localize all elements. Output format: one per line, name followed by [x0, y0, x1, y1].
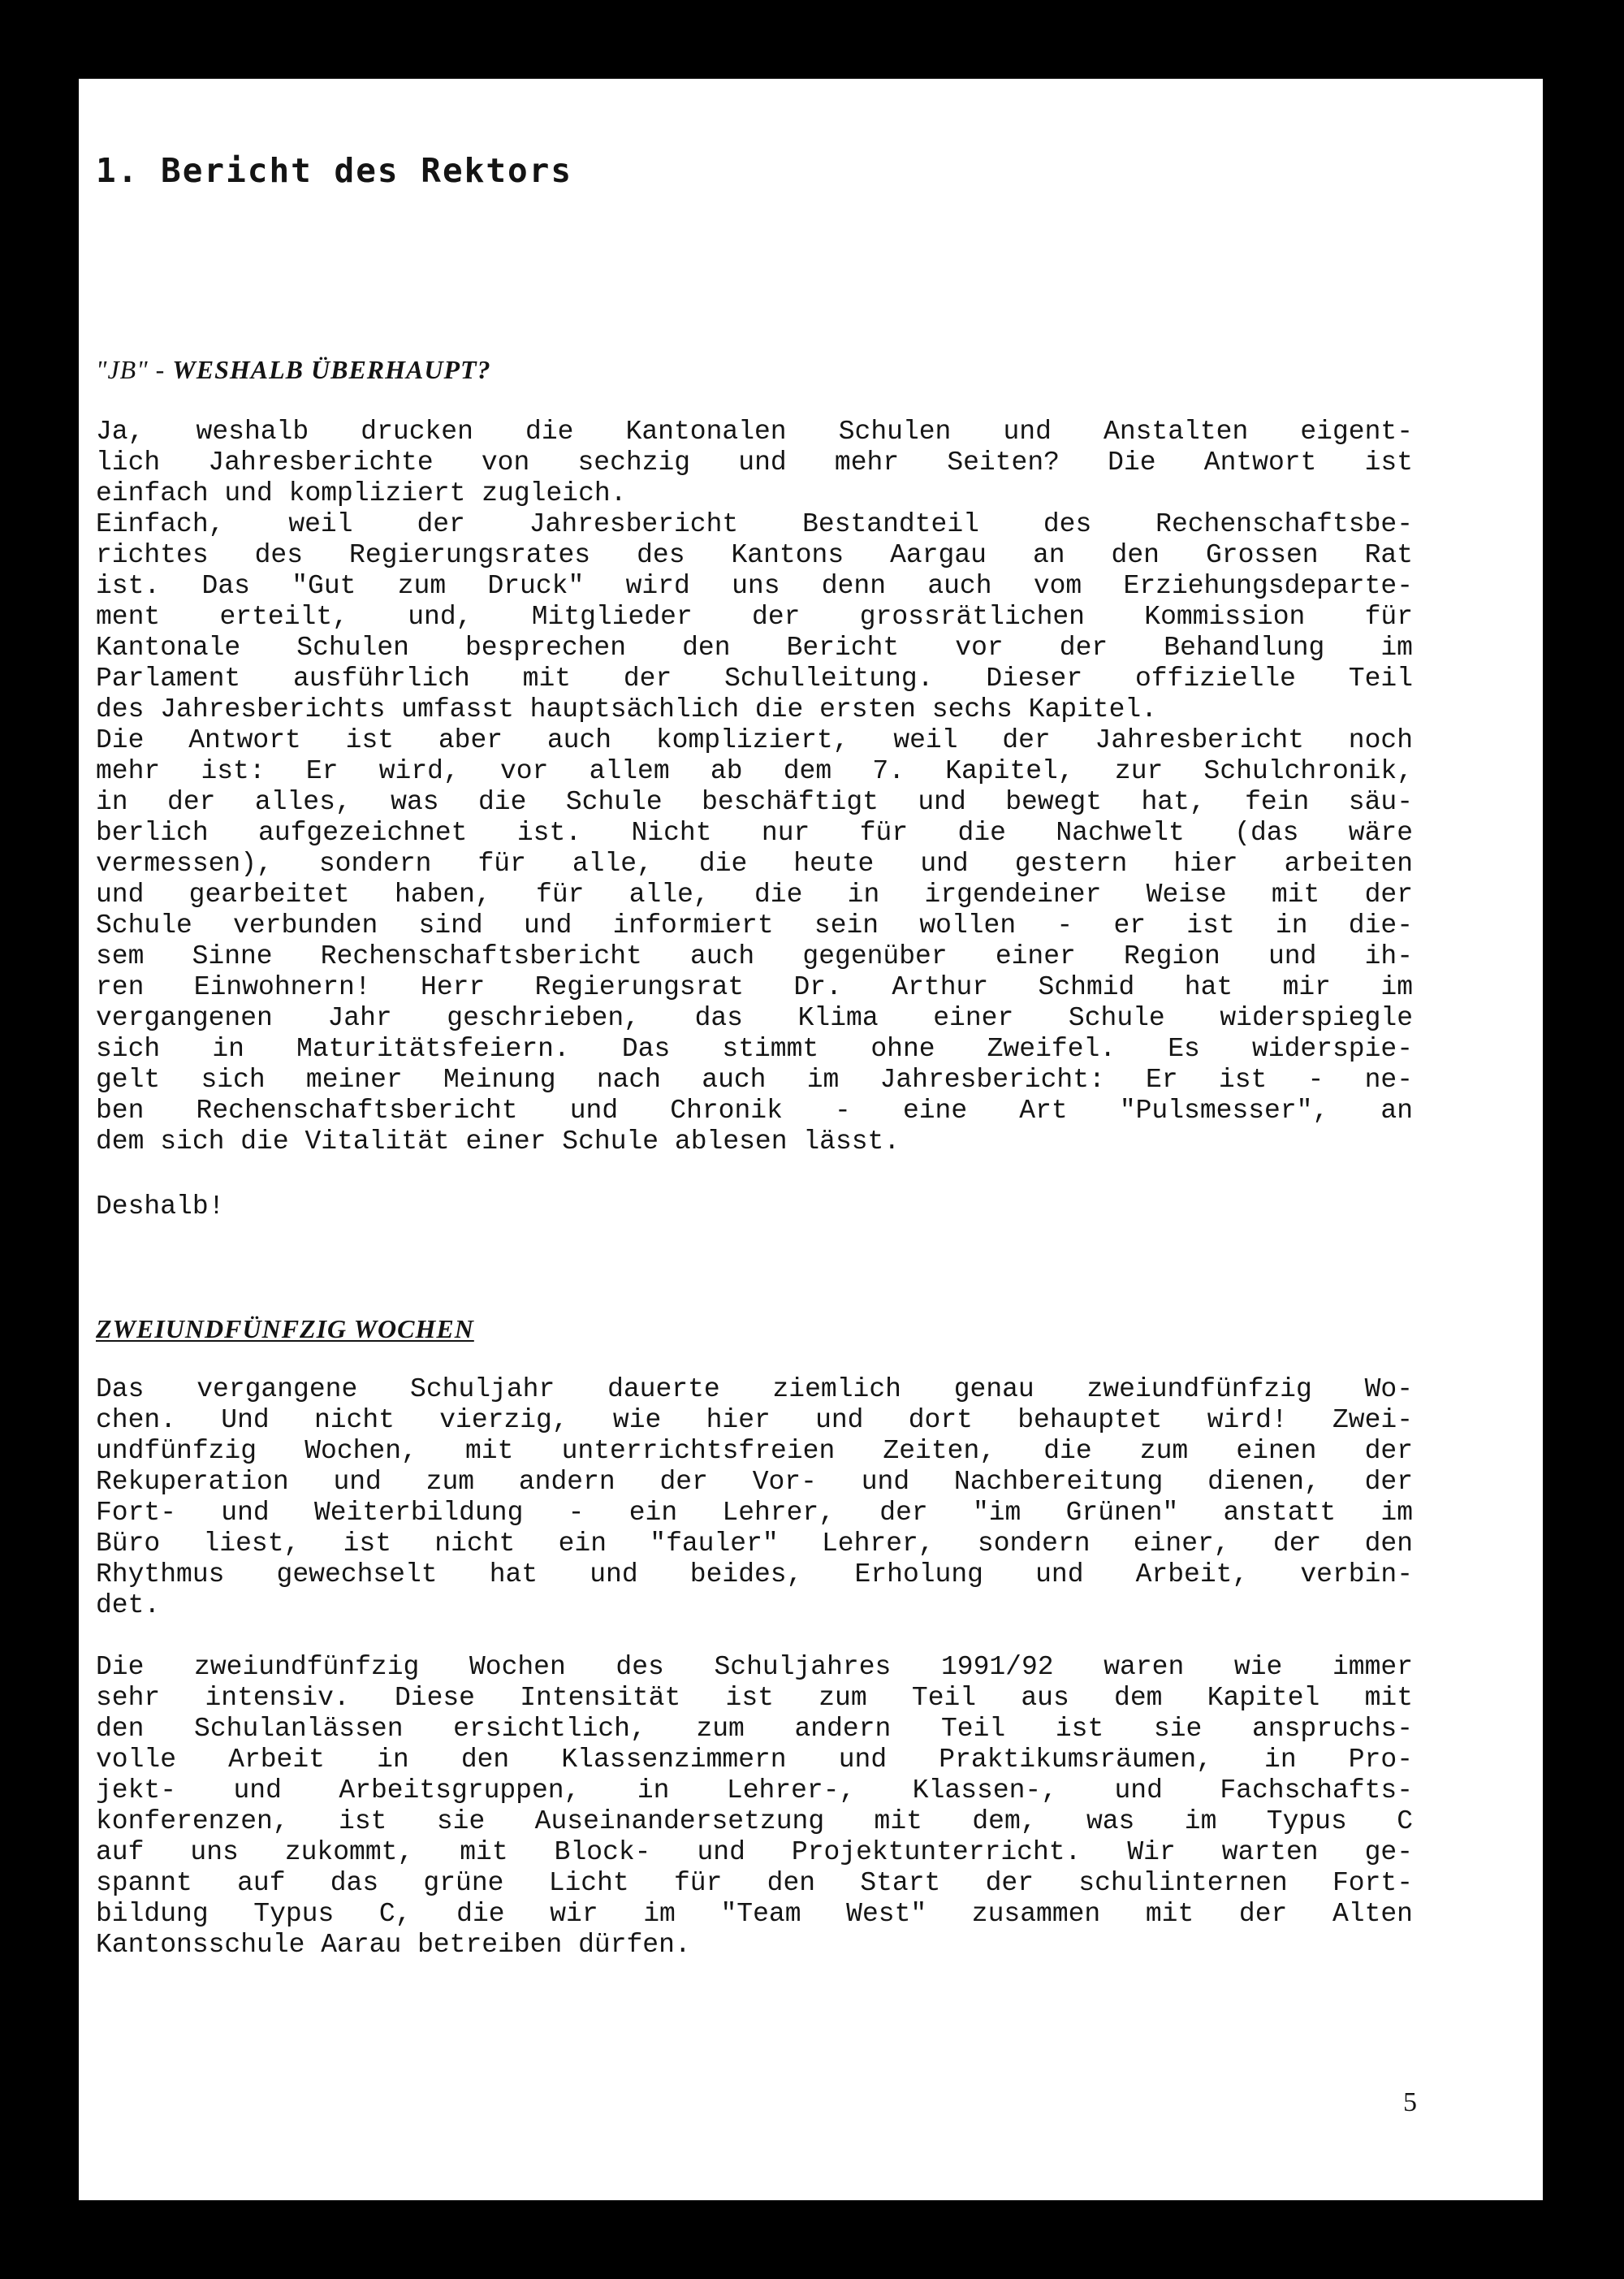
subheading-jb-lead: "JB" -	[96, 355, 173, 384]
text-line: chen. Und nicht vierzig, wie hier und dort behauptet wird! Zwei-	[96, 1405, 1413, 1435]
text-line: Ja, weshalb drucken die Kantonalen Schulen und Anstalten eigent-	[96, 417, 1413, 447]
subheading-weeks: ZWEIUNDFÜNFZIG WOCHEN	[96, 1314, 474, 1343]
text-line: Rhythmus gewechselt hat und beides, Erholung und Arbeit, verbin-	[96, 1559, 1413, 1589]
text-line: spannt auf das grüne Licht für den Start der schulinternen Fort-	[96, 1868, 1413, 1898]
text-line: mehr ist: Er wird, vor allem ab dem 7. Kapitel, zur Schulchronik,	[96, 756, 1413, 786]
text-line: volle Arbeit in den Klassenzimmern und Praktikumsräumen, in Pro-	[96, 1745, 1413, 1775]
text-line: Die zweiundfünfzig Wochen des Schuljahres 1991/92 waren wie immer	[96, 1652, 1413, 1682]
text-line: richtes des Regierungsrates des Kantons Aargau an den Grossen Rat	[96, 540, 1413, 570]
paragraph-jb	[96, 417, 1413, 1157]
text-line: und gearbeitet haben, für alle, die in irgendeiner Weise mit der	[96, 880, 1413, 910]
text-line: berlich aufgezeichnet ist. Nicht nur für die Nachwelt (das wäre	[96, 818, 1413, 848]
text-line: ist. Das "Gut zum Druck" wird uns denn auch vom Erziehungsdeparte-	[96, 571, 1413, 601]
text-line: ben Rechenschaftsbericht und Chronik - eine Art "Pulsmesser", an	[96, 1096, 1413, 1126]
text-line: Schule verbunden sind und informiert sein wollen - er ist in die-	[96, 910, 1413, 941]
text-line: Einfach, weil der Jahresbericht Bestandteil des Rechenschaftsbe-	[96, 509, 1413, 539]
section-title: 1. Bericht des Rektors	[96, 151, 573, 190]
text-line: gelt sich meiner Meinung nach auch im Jahresbericht: Er ist - ne-	[96, 1065, 1413, 1095]
text-line: Büro liest, ist nicht ein "fauler" Lehrer, sondern einer, der den	[96, 1529, 1413, 1559]
subheading-jb	[96, 355, 491, 385]
text-line: konferenzen, ist sie Auseinandersetzung mit dem, was im Typus C	[96, 1806, 1413, 1836]
text-line: Fort- und Weiterbildung - ein Lehrer, der "im Grünen" anstatt im	[96, 1498, 1413, 1528]
text-line: des Jahresberichts umfasst hauptsächlich die ersten sechs Kapitel.	[96, 694, 1158, 724]
text-line: ment erteilt, und, Mitglieder der grossrätlichen Kommission für	[96, 602, 1413, 632]
text-line: jekt- und Arbeitsgruppen, in Lehrer-, Klassen-, und Fachschafts-	[96, 1775, 1413, 1805]
text-line: dem sich die Vitalität einer Schule ablesen lässt.	[96, 1127, 901, 1157]
text-line: einfach und kompliziert zugleich.	[96, 478, 627, 508]
paragraph-weeks-2	[96, 1652, 1413, 1961]
text-line: det.	[96, 1590, 161, 1620]
text-line: vermessen), sondern für alle, die heute und gestern hier arbeiten	[96, 849, 1413, 879]
text-line: sem Sinne Rechenschaftsbericht auch gegenüber einer Region und ih-	[96, 941, 1413, 971]
text-line: Kantonale Schulen besprechen den Bericht vor der Behandlung im	[96, 633, 1413, 663]
text-line: vergangenen Jahr geschrieben, das Klima einer Schule widerspiegle	[96, 1003, 1413, 1033]
text-line: Parlament ausführlich mit der Schulleitung. Dieser offizielle Teil	[96, 664, 1413, 694]
text-line: in der alles, was die Schule beschäftigt und bewegt hat, fein säu-	[96, 787, 1413, 817]
text-line: ren Einwohnern! Herr Regierungsrat Dr. Arthur Schmid hat mir im	[96, 972, 1413, 1002]
text-line: auf uns zukommt, mit Block- und Projektunterricht. Wir warten ge-	[96, 1837, 1413, 1867]
subheading-jb-title: WESHALB ÜBERHAUPT?	[172, 355, 491, 384]
page-number: 5	[1403, 2087, 1417, 2117]
text-line: bildung Typus C, die wir im "Team West" zusammen mit der Alten	[96, 1899, 1413, 1929]
text-line: Die Antwort ist aber auch kompliziert, weil der Jahresbericht noch	[96, 725, 1413, 755]
text-line: undfünfzig Wochen, mit unterrichtsfreien Zeiten, die zum einen der	[96, 1436, 1413, 1466]
text-line: Das vergangene Schuljahr dauerte ziemlich genau zweiundfünfzig Wo-	[96, 1374, 1413, 1404]
text-line: lich Jahresberichte von sechzig und mehr Seiten? Die Antwort ist	[96, 448, 1413, 478]
text-line: sich in Maturitätsfeiern. Das stimmt ohne Zweifel. Es widerspie-	[96, 1034, 1413, 1064]
text-line: sehr intensiv. Diese Intensität ist zum Teil aus dem Kapitel mit	[96, 1683, 1413, 1713]
closing-line: Deshalb!	[96, 1191, 225, 1222]
paragraph-weeks-1	[96, 1374, 1413, 1621]
text-line: Kantonsschule Aarau betreiben dürfen.	[96, 1930, 691, 1960]
text-line: den Schulanlässen ersichtlich, zum andern Teil ist sie anspruchs-	[96, 1714, 1413, 1744]
text-line: Rekuperation und zum andern der Vor- und Nachbereitung dienen, der	[96, 1467, 1413, 1497]
